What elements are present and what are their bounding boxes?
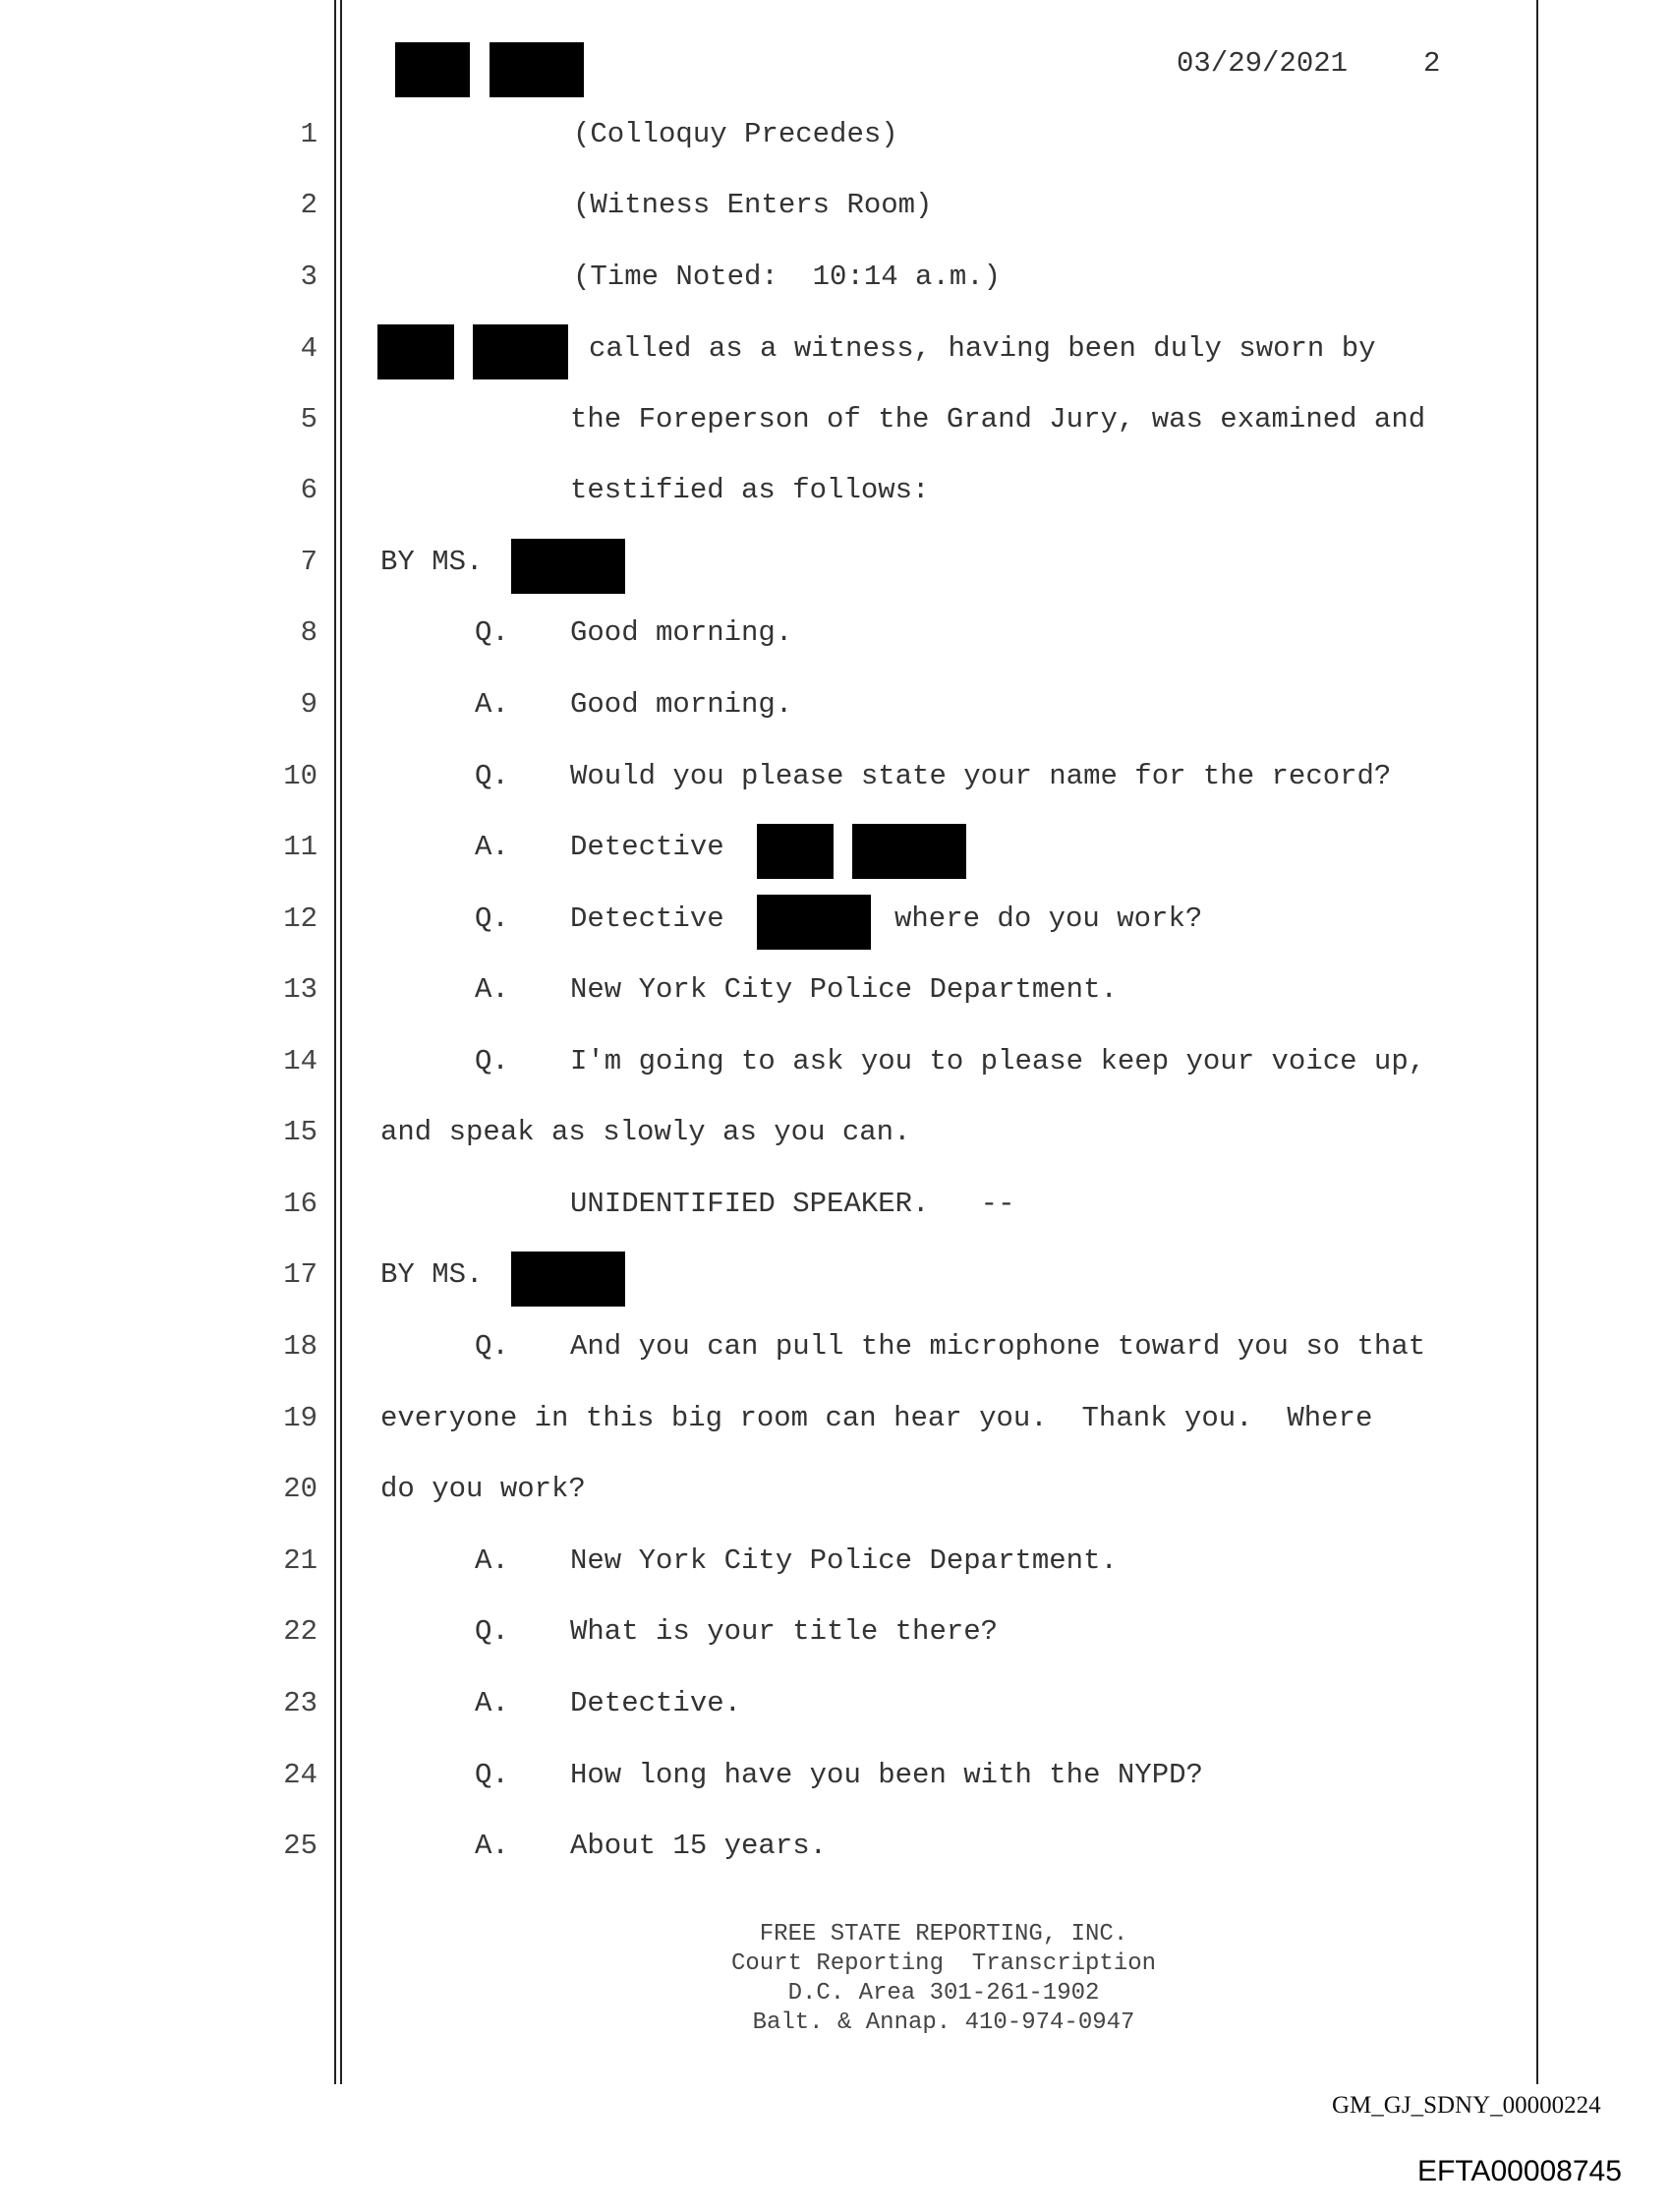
speaker-label: A. <box>475 973 509 1006</box>
line-text: (Colloquy Precedes) <box>573 118 898 150</box>
line-number: 15 <box>283 1116 317 1148</box>
line-text: New York City Police Department. <box>570 1544 1118 1577</box>
line-number: 25 <box>283 1830 317 1862</box>
line-text: Detective <box>570 902 724 935</box>
reporter-services: Court Reporting Transcription <box>730 1950 1157 1977</box>
transcript-line <box>0 1402 1671 1441</box>
transcript-line <box>0 1759 1671 1798</box>
header-date: 03/29/2021 <box>1177 47 1349 80</box>
transcript-line <box>0 902 1671 942</box>
bates-number: GM_GJ_SDNY_00000224 <box>1332 2092 1601 2119</box>
transcript-line <box>0 1258 1671 1298</box>
line-text: (Witness Enters Room) <box>573 189 933 221</box>
line-text: called as a witness, having been duly sworn by <box>589 332 1376 365</box>
speaker-label: Q. <box>475 902 509 935</box>
line-number: 20 <box>283 1473 317 1505</box>
line-number: 14 <box>283 1045 317 1077</box>
line-text: BY MS. <box>380 546 484 578</box>
speaker-label: A. <box>475 688 509 721</box>
speaker-label: Q. <box>475 1045 509 1077</box>
speaker-label: Q. <box>475 1759 509 1791</box>
reporter-dc-phone: D.C. Area 301-261-1902 <box>787 1980 1100 2007</box>
speaker-label: A. <box>475 1830 509 1862</box>
transcript-line <box>0 261 1671 300</box>
line-number: 11 <box>283 831 317 863</box>
transcript-line <box>0 760 1671 799</box>
line-number: 17 <box>283 1258 317 1291</box>
line-text: And you can pull the microphone toward you so that <box>570 1330 1426 1363</box>
transcript-line <box>0 616 1671 656</box>
speaker-label: Q. <box>475 760 509 792</box>
line-text: BY MS. <box>380 1258 484 1291</box>
transcript-line <box>0 1116 1671 1155</box>
transcript-line <box>0 1544 1671 1584</box>
line-text: testified as follows: <box>570 474 930 506</box>
line-number: 2 <box>300 189 317 221</box>
transcript-line <box>0 118 1671 157</box>
speaker-label: A. <box>475 1544 509 1577</box>
reporter-footer <box>649 1920 1239 2038</box>
efta-number: EFTA00008745 <box>1417 2155 1622 2187</box>
line-text: where do you work? <box>894 902 1203 935</box>
line-text: Detective <box>570 831 724 863</box>
line-number: 23 <box>283 1687 317 1719</box>
line-text: do you work? <box>380 1473 586 1505</box>
line-number: 10 <box>283 760 317 792</box>
speaker-label: Q. <box>475 1615 509 1648</box>
transcript-line <box>0 474 1671 513</box>
transcript-line <box>0 1045 1671 1084</box>
redaction-box <box>490 42 584 97</box>
line-number: 13 <box>283 973 317 1006</box>
line-text: How long have you been with the NYPD? <box>570 1759 1203 1791</box>
line-number: 12 <box>283 902 317 935</box>
line-text: Would you please state your name for the record? <box>570 760 1392 792</box>
line-text: What is your title there? <box>570 1615 999 1648</box>
line-text: everyone in this big room can hear you. Thank you. Where <box>380 1402 1373 1434</box>
line-number: 22 <box>283 1615 317 1648</box>
transcript-line <box>0 546 1671 585</box>
line-text: the Foreperson of the Grand Jury, was examined and <box>570 403 1426 436</box>
line-number: 18 <box>283 1330 317 1363</box>
redaction-box <box>395 42 470 97</box>
line-number: 16 <box>283 1188 317 1220</box>
line-text: and speak as slowly as you can. <box>380 1116 911 1148</box>
line-text: I'm going to ask you to please keep your voice up, <box>570 1045 1426 1077</box>
line-text: About 15 years. <box>570 1830 828 1862</box>
line-number: 19 <box>283 1402 317 1434</box>
transcript-line <box>0 332 1671 372</box>
line-text: Good morning. <box>570 688 793 721</box>
transcript-line <box>0 1473 1671 1512</box>
speaker-label: A. <box>475 831 509 863</box>
line-text: Detective. <box>570 1687 742 1719</box>
transcript-line <box>0 1687 1671 1726</box>
transcript-line <box>0 1830 1671 1869</box>
line-text: (Time Noted: 10:14 a.m.) <box>573 261 1002 293</box>
line-text: New York City Police Department. <box>570 973 1118 1006</box>
transcript-line <box>0 973 1671 1013</box>
line-number: 6 <box>300 474 317 506</box>
transcript-line <box>0 688 1671 728</box>
line-text: Good morning. <box>570 616 793 649</box>
line-number: 21 <box>283 1544 317 1577</box>
reporter-company: FREE STATE REPORTING, INC. <box>759 1921 1128 1948</box>
transcript-line <box>0 189 1671 228</box>
transcript-line <box>0 1615 1671 1655</box>
line-number: 4 <box>300 332 317 365</box>
speaker-label: Q. <box>475 1330 509 1363</box>
line-number: 1 <box>300 118 317 150</box>
line-text: UNIDENTIFIED SPEAKER. -- <box>570 1188 1015 1220</box>
line-number: 9 <box>300 688 317 721</box>
page-number: 2 <box>1423 47 1441 80</box>
transcript-line <box>0 1330 1671 1369</box>
speaker-label: A. <box>475 1687 509 1719</box>
transcript-line <box>0 1188 1671 1227</box>
line-number: 7 <box>300 546 317 578</box>
reporter-balt-phone: Balt. & Annap. 410-974-0947 <box>752 2009 1135 2036</box>
speaker-label: Q. <box>475 616 509 649</box>
line-number: 5 <box>300 403 317 436</box>
transcript-line <box>0 831 1671 870</box>
line-number: 3 <box>300 261 317 293</box>
line-number: 8 <box>300 616 317 649</box>
transcript-line <box>0 403 1671 442</box>
line-number: 24 <box>283 1759 317 1791</box>
